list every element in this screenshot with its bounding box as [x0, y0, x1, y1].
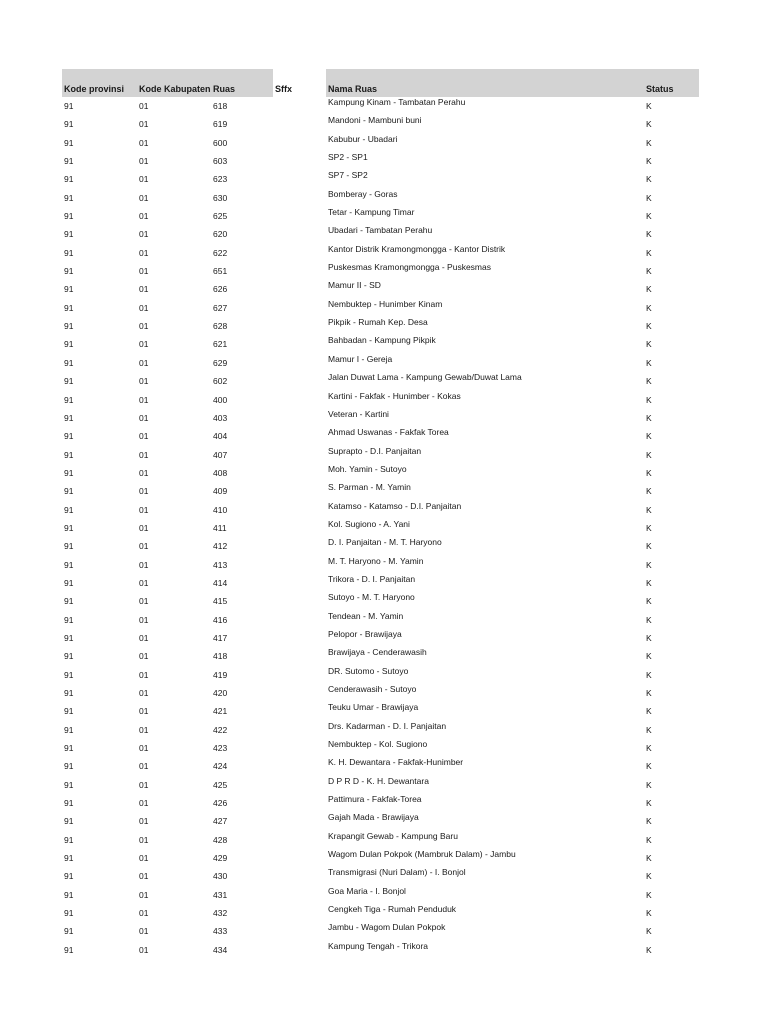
cell-status: K — [646, 577, 652, 588]
cell-nama-ruas: SP7 - SP2 — [328, 170, 368, 181]
cell-kode-kabupaten: 01 — [139, 101, 149, 111]
cell-nama-ruas: DR. Sutomo - Sutoyo — [328, 665, 409, 676]
table-row — [0, 757, 768, 775]
cell-kode-kabupaten: 01 — [139, 302, 149, 313]
cell-kode-kabupaten: 01 — [139, 192, 149, 203]
cell-kode-kabupaten: 01 — [139, 504, 149, 515]
cell-status: K — [646, 816, 652, 827]
cell-status: K — [646, 119, 652, 130]
table-row — [0, 207, 768, 225]
cell-status: K — [646, 926, 652, 937]
table-row — [0, 244, 768, 262]
cell-kode-kabupaten: 01 — [139, 798, 149, 809]
table-row — [0, 152, 768, 170]
cell-ruas: 423 — [213, 743, 228, 754]
cell-kode-provinsi: 91 — [64, 577, 74, 588]
cell-kode-kabupaten: 01 — [139, 669, 149, 680]
cell-ruas: 407 — [213, 449, 228, 460]
cell-ruas: 434 — [213, 944, 228, 955]
header-kode-provinsi: Kode provinsi — [64, 84, 125, 94]
cell-kode-provinsi: 91 — [64, 101, 74, 111]
cell-ruas: 430 — [213, 871, 228, 882]
cell-status: K — [646, 908, 652, 919]
cell-kode-kabupaten: 01 — [139, 431, 149, 442]
cell-status: K — [646, 394, 652, 405]
cell-ruas: 408 — [213, 467, 228, 478]
cell-status: K — [646, 302, 652, 313]
cell-ruas: 427 — [213, 816, 228, 827]
cell-kode-kabupaten: 01 — [139, 229, 149, 240]
cell-nama-ruas: Mamur I - Gereja — [328, 353, 393, 364]
cell-nama-ruas: Kabubur - Ubadari — [328, 133, 398, 144]
cell-kode-kabupaten: 01 — [139, 339, 149, 350]
cell-ruas: 621 — [213, 339, 228, 350]
header-kode-kabupaten: Kode Kabupaten — [139, 84, 211, 94]
cell-kode-provinsi: 91 — [64, 486, 74, 497]
cell-ruas: 412 — [213, 541, 228, 552]
cell-ruas: 419 — [213, 669, 228, 680]
table-row — [0, 446, 768, 464]
cell-ruas: 627 — [213, 302, 228, 313]
cell-status: K — [646, 944, 652, 955]
cell-ruas: 425 — [213, 779, 228, 790]
table-row — [0, 280, 768, 298]
cell-kode-provinsi: 91 — [64, 632, 74, 643]
cell-status: K — [646, 449, 652, 460]
cell-nama-ruas: Gajah Mada - Brawijaya — [328, 812, 419, 823]
cell-ruas: 630 — [213, 192, 228, 203]
cell-status: K — [646, 412, 652, 423]
cell-kode-kabupaten: 01 — [139, 266, 149, 277]
cell-kode-kabupaten: 01 — [139, 853, 149, 864]
cell-nama-ruas: Tetar - Kampung Timar — [328, 207, 415, 218]
cell-kode-kabupaten: 01 — [139, 889, 149, 900]
cell-kode-provinsi: 91 — [64, 412, 74, 423]
cell-nama-ruas: Jalan Duwat Lama - Kampung Gewab/Duwat Lama — [328, 372, 522, 383]
cell-status: K — [646, 798, 652, 809]
table-row — [0, 666, 768, 684]
cell-status: K — [646, 156, 652, 167]
table-row — [0, 97, 768, 115]
cell-ruas: 431 — [213, 889, 228, 900]
header-ruas: Ruas — [213, 84, 236, 94]
cell-kode-kabupaten: 01 — [139, 541, 149, 552]
cell-kode-provinsi: 91 — [64, 522, 74, 533]
cell-kode-kabupaten: 01 — [139, 632, 149, 643]
cell-kode-provinsi: 91 — [64, 174, 74, 185]
cell-nama-ruas: Bomberay - Goras — [328, 188, 398, 199]
table-row — [0, 262, 768, 280]
cell-kode-provinsi: 91 — [64, 853, 74, 864]
table-row — [0, 134, 768, 152]
cell-status: K — [646, 431, 652, 442]
cell-nama-ruas: Wagom Dulan Pokpok (Mambruk Dalam) - Jambu — [328, 849, 516, 860]
cell-kode-provinsi: 91 — [64, 761, 74, 772]
table-row — [0, 574, 768, 592]
header-nama-ruas: Nama Ruas — [328, 84, 378, 94]
cell-ruas: 600 — [213, 137, 228, 148]
cell-nama-ruas: Kartini - Fakfak - Hunimber - Kokas — [328, 390, 461, 401]
cell-kode-provinsi: 91 — [64, 596, 74, 607]
cell-kode-provinsi: 91 — [64, 651, 74, 662]
cell-status: K — [646, 743, 652, 754]
cell-ruas: 400 — [213, 394, 228, 405]
cell-status: K — [646, 192, 652, 203]
cell-ruas: 433 — [213, 926, 228, 937]
cell-kode-provinsi: 91 — [64, 137, 74, 148]
cell-kode-kabupaten: 01 — [139, 706, 149, 717]
header-band-right — [326, 69, 699, 97]
cell-nama-ruas: M. T. Haryono - M. Yamin — [328, 555, 424, 566]
cell-nama-ruas: Kampung Tengah - Trikora — [328, 940, 429, 951]
cell-nama-ruas: Mamur II - SD — [328, 280, 381, 291]
cell-status: K — [646, 339, 652, 350]
cell-nama-ruas: Puskesmas Kramongmongga - Puskesmas — [328, 262, 491, 273]
cell-nama-ruas: Teuku Umar - Brawijaya — [328, 702, 419, 713]
cell-nama-ruas: K. H. Dewantara - Fakfak-Hunimber — [328, 757, 464, 768]
cell-kode-provinsi: 91 — [64, 321, 74, 332]
cell-ruas: 409 — [213, 486, 228, 497]
cell-kode-kabupaten: 01 — [139, 174, 149, 185]
cell-status: K — [646, 688, 652, 698]
cell-status: K — [646, 669, 652, 680]
cell-ruas: 428 — [213, 834, 228, 845]
table-row — [0, 849, 768, 867]
table-row — [0, 776, 768, 794]
cell-ruas: 420 — [213, 688, 228, 698]
cell-kode-kabupaten: 01 — [139, 761, 149, 772]
cell-kode-provinsi: 91 — [64, 688, 74, 698]
cell-ruas: 628 — [213, 321, 228, 332]
cell-ruas: 426 — [213, 798, 228, 809]
table-row — [0, 794, 768, 812]
cell-kode-kabupaten: 01 — [139, 559, 149, 570]
cell-nama-ruas: Nembuktep - Kol. Sugiono — [328, 739, 428, 750]
cell-kode-kabupaten: 01 — [139, 467, 149, 478]
table-row — [0, 299, 768, 317]
cell-nama-ruas: Sutoyo - M. T. Haryono — [328, 592, 415, 603]
cell-status: K — [646, 174, 652, 185]
cell-kode-provinsi: 91 — [64, 376, 74, 387]
cell-nama-ruas: Goa Maria - I. Bonjol — [328, 885, 406, 896]
cell-kode-kabupaten: 01 — [139, 926, 149, 937]
table-row — [0, 592, 768, 610]
cell-kode-provinsi: 91 — [64, 339, 74, 350]
cell-kode-kabupaten: 01 — [139, 779, 149, 790]
cell-status: K — [646, 871, 652, 882]
cell-kode-kabupaten: 01 — [139, 816, 149, 827]
cell-status: K — [646, 357, 652, 368]
cell-nama-ruas: D. I. Panjaitan - M. T. Haryono — [328, 537, 442, 548]
table-row — [0, 867, 768, 885]
cell-nama-ruas: Mandoni - Mambuni buni — [328, 115, 422, 126]
cell-ruas: 602 — [213, 376, 228, 387]
cell-status: K — [646, 211, 652, 222]
table-row — [0, 647, 768, 665]
cell-kode-kabupaten: 01 — [139, 834, 149, 845]
cell-ruas: 625 — [213, 211, 228, 222]
cell-ruas: 620 — [213, 229, 228, 240]
cell-kode-kabupaten: 01 — [139, 871, 149, 882]
cell-ruas: 403 — [213, 412, 228, 423]
cell-nama-ruas: Veteran - Kartini — [328, 408, 389, 419]
cell-kode-provinsi: 91 — [64, 357, 74, 368]
cell-kode-provinsi: 91 — [64, 798, 74, 809]
table-row — [0, 464, 768, 482]
cell-ruas: 417 — [213, 632, 228, 643]
table-row — [0, 922, 768, 940]
table-row — [0, 702, 768, 720]
cell-status: K — [646, 724, 652, 735]
cell-ruas: 623 — [213, 174, 228, 185]
cell-kode-kabupaten: 01 — [139, 119, 149, 130]
cell-kode-kabupaten: 01 — [139, 651, 149, 662]
table-row — [0, 391, 768, 409]
cell-kode-kabupaten: 01 — [139, 137, 149, 148]
cell-kode-provinsi: 91 — [64, 431, 74, 442]
cell-status: K — [646, 834, 652, 845]
cell-ruas: 421 — [213, 706, 228, 717]
cell-kode-provinsi: 91 — [64, 889, 74, 900]
cell-status: K — [646, 614, 652, 625]
table-row — [0, 317, 768, 335]
cell-nama-ruas: Katamso - Katamso - D.I. Panjaitan — [328, 500, 462, 511]
cell-nama-ruas: Ahmad Uswanas - Fakfak Torea — [328, 427, 449, 438]
cell-kode-kabupaten: 01 — [139, 284, 149, 295]
cell-ruas: 618 — [213, 101, 228, 111]
cell-nama-ruas: Bahbadan - Kampung Pikpik — [328, 335, 436, 346]
cell-status: K — [646, 486, 652, 497]
cell-nama-ruas: Trikora - D. I. Panjaitan — [328, 573, 416, 584]
cell-ruas: 424 — [213, 761, 228, 772]
cell-status: K — [646, 632, 652, 643]
table-row — [0, 684, 768, 702]
cell-kode-provinsi: 91 — [64, 559, 74, 570]
cell-kode-kabupaten: 01 — [139, 376, 149, 387]
cell-nama-ruas: Moh. Yamin - Sutoyo — [328, 463, 407, 474]
table-row — [0, 721, 768, 739]
cell-kode-provinsi: 91 — [64, 302, 74, 313]
cell-kode-kabupaten: 01 — [139, 211, 149, 222]
table-row — [0, 886, 768, 904]
cell-status: K — [646, 779, 652, 790]
cell-kode-kabupaten: 01 — [139, 596, 149, 607]
cell-kode-provinsi: 91 — [64, 266, 74, 277]
cell-kode-kabupaten: 01 — [139, 486, 149, 497]
cell-kode-provinsi: 91 — [64, 743, 74, 754]
table-row — [0, 831, 768, 849]
cell-status: K — [646, 559, 652, 570]
cell-ruas: 651 — [213, 266, 228, 277]
table-row — [0, 739, 768, 757]
table-row — [0, 629, 768, 647]
table-row — [0, 556, 768, 574]
cell-kode-kabupaten: 01 — [139, 577, 149, 588]
cell-ruas: 404 — [213, 431, 228, 442]
cell-nama-ruas: Pikpik - Rumah Kep. Desa — [328, 317, 428, 328]
cell-nama-ruas: SP2 - SP1 — [328, 152, 368, 163]
table-row — [0, 904, 768, 922]
cell-kode-kabupaten: 01 — [139, 522, 149, 533]
cell-kode-kabupaten: 01 — [139, 357, 149, 368]
cell-nama-ruas: Krapangit Gewab - Kampung Baru — [328, 830, 458, 841]
cell-nama-ruas: Kol. Sugiono - A. Yani — [328, 518, 410, 529]
cell-kode-kabupaten: 01 — [139, 944, 149, 955]
cell-status: K — [646, 889, 652, 900]
cell-ruas: 414 — [213, 577, 228, 588]
cell-nama-ruas: D P R D - K. H. Dewantara — [328, 775, 429, 786]
table-row — [0, 427, 768, 445]
header-status: Status — [646, 84, 674, 94]
cell-kode-provinsi: 91 — [64, 119, 74, 130]
cell-nama-ruas: Suprapto - D.I. Panjaitan — [328, 445, 422, 456]
cell-kode-provinsi: 91 — [64, 871, 74, 882]
cell-kode-provinsi: 91 — [64, 926, 74, 937]
cell-status: K — [646, 376, 652, 387]
cell-kode-provinsi: 91 — [64, 724, 74, 735]
cell-ruas: 619 — [213, 119, 228, 130]
cell-nama-ruas: Nembuktep - Hunimber Kinam — [328, 298, 443, 309]
cell-status: K — [646, 761, 652, 772]
cell-kode-provinsi: 91 — [64, 211, 74, 222]
cell-status: K — [646, 229, 652, 240]
cell-ruas: 413 — [213, 559, 228, 570]
cell-nama-ruas: S. Parman - M. Yamin — [328, 482, 411, 493]
cell-kode-provinsi: 91 — [64, 944, 74, 955]
table-row — [0, 372, 768, 390]
cell-status: K — [646, 541, 652, 552]
cell-kode-kabupaten: 01 — [139, 688, 149, 698]
cell-status: K — [646, 284, 652, 295]
table-row — [0, 519, 768, 537]
cell-kode-provinsi: 91 — [64, 467, 74, 478]
table-row — [0, 501, 768, 519]
cell-kode-provinsi: 91 — [64, 908, 74, 919]
cell-nama-ruas: Tendean - M. Yamin — [328, 610, 404, 621]
cell-status: K — [646, 266, 652, 277]
table-body — [0, 97, 768, 959]
cell-kode-kabupaten: 01 — [139, 412, 149, 423]
table-row — [0, 170, 768, 188]
cell-nama-ruas: Transmigrasi (Nuri Dalam) - I. Bonjol — [328, 867, 466, 878]
cell-ruas: 622 — [213, 247, 228, 258]
cell-kode-provinsi: 91 — [64, 504, 74, 515]
cell-kode-provinsi: 91 — [64, 247, 74, 258]
cell-ruas: 626 — [213, 284, 228, 295]
cell-kode-kabupaten: 01 — [139, 743, 149, 754]
table-row — [0, 812, 768, 830]
cell-status: K — [646, 522, 652, 533]
cell-kode-provinsi: 91 — [64, 614, 74, 625]
cell-kode-provinsi: 91 — [64, 192, 74, 203]
table-row — [0, 335, 768, 353]
cell-ruas: 432 — [213, 908, 228, 919]
cell-kode-provinsi: 91 — [64, 834, 74, 845]
cell-kode-kabupaten: 01 — [139, 449, 149, 460]
header-sffx: Sffx — [275, 84, 293, 94]
cell-status: K — [646, 504, 652, 515]
cell-nama-ruas: Cenderawasih - Sutoyo — [328, 684, 417, 694]
table-row — [0, 225, 768, 243]
cell-kode-provinsi: 91 — [64, 394, 74, 405]
cell-kode-provinsi: 91 — [64, 669, 74, 680]
cell-ruas: 422 — [213, 724, 228, 735]
cell-nama-ruas: Drs. Kadarman - D. I. Panjaitan — [328, 720, 447, 731]
cell-nama-ruas: Jambu - Wagom Dulan Pokpok — [328, 922, 446, 933]
cell-status: K — [646, 706, 652, 717]
table-row — [0, 482, 768, 500]
cell-nama-ruas: Pattimura - Fakfak-Torea — [328, 794, 422, 805]
cell-status: K — [646, 853, 652, 864]
cell-status: K — [646, 651, 652, 662]
table-row — [0, 115, 768, 133]
cell-ruas: 410 — [213, 504, 228, 515]
cell-nama-ruas: Cengkeh Tiga - Rumah Penduduk — [328, 904, 457, 915]
cell-kode-provinsi: 91 — [64, 706, 74, 717]
cell-kode-kabupaten: 01 — [139, 247, 149, 258]
cell-status: K — [646, 596, 652, 607]
cell-nama-ruas: Ubadari - Tambatan Perahu — [328, 225, 433, 236]
cell-ruas: 603 — [213, 156, 228, 167]
cell-kode-kabupaten: 01 — [139, 614, 149, 625]
cell-kode-provinsi: 91 — [64, 541, 74, 552]
cell-kode-kabupaten: 01 — [139, 724, 149, 735]
cell-kode-provinsi: 91 — [64, 779, 74, 790]
cell-kode-kabupaten: 01 — [139, 156, 149, 167]
cell-ruas: 629 — [213, 357, 228, 368]
cell-ruas: 416 — [213, 614, 228, 625]
cell-ruas: 418 — [213, 651, 228, 662]
cell-status: K — [646, 467, 652, 478]
cell-nama-ruas: Pelopor - Brawijaya — [328, 628, 402, 639]
cell-kode-kabupaten: 01 — [139, 908, 149, 919]
table-row — [0, 537, 768, 555]
cell-kode-provinsi: 91 — [64, 284, 74, 295]
cell-ruas: 411 — [213, 522, 227, 533]
cell-kode-provinsi: 91 — [64, 816, 74, 827]
cell-kode-provinsi: 91 — [64, 156, 74, 167]
cell-status: K — [646, 101, 652, 111]
cell-ruas: 415 — [213, 596, 228, 607]
table-row — [0, 354, 768, 372]
table-row — [0, 189, 768, 207]
cell-status: K — [646, 247, 652, 258]
table-row — [0, 611, 768, 629]
cell-kode-kabupaten: 01 — [139, 321, 149, 332]
cell-kode-provinsi: 91 — [64, 229, 74, 240]
cell-status: K — [646, 321, 652, 332]
cell-nama-ruas: Kantor Distrik Kramongmongga - Kantor Distrik — [328, 243, 506, 254]
table-row — [0, 409, 768, 427]
cell-kode-provinsi: 91 — [64, 449, 74, 460]
cell-ruas: 429 — [213, 853, 228, 864]
cell-status: K — [646, 137, 652, 148]
table-row — [0, 941, 768, 959]
cell-kode-kabupaten: 01 — [139, 394, 149, 405]
cell-nama-ruas: Kampung Kinam - Tambatan Perahu — [328, 97, 466, 107]
cell-nama-ruas: Brawijaya - Cenderawasih — [328, 647, 427, 658]
